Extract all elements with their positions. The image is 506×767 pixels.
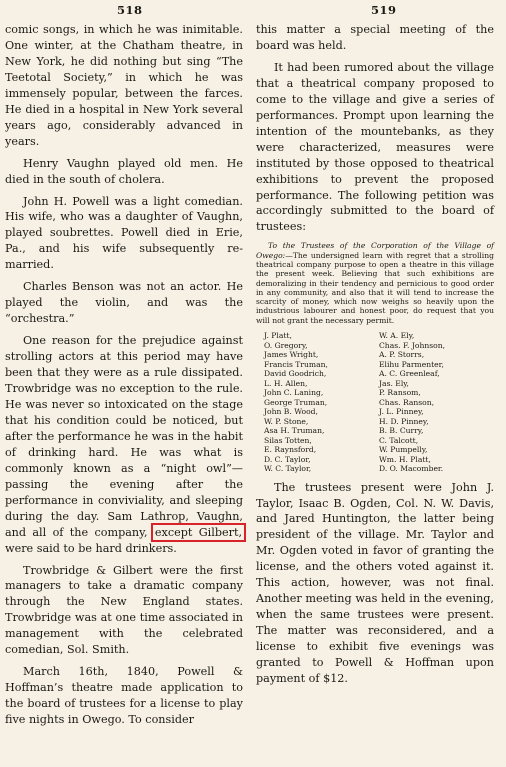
signer-name: H. D. Pinney, — [379, 416, 429, 426]
signer-name: John B. Wood, — [264, 407, 318, 417]
signer-name: David Goodrich, — [264, 369, 327, 379]
signer-name: A. P. Storrs, — [379, 350, 425, 360]
signer-name: Chas. F. Johnson, — [379, 340, 446, 350]
signer-name: Asa H. Truman, — [264, 426, 325, 436]
signer-name: B. B. Curry, — [379, 426, 424, 436]
paragraph: this matter a special meeting of the board was held. — [256, 23, 494, 52]
paragraph: March 16th, 1840, Powell & Hoffman’s theatre made application to the board of trustees for a license to play five nights in Owego. To consider — [5, 665, 243, 727]
paragraph: comic songs, in which he was inimitable. One winter, at the Chatham theatre, in New York, he did nothing but sing “The Teetotal Society,” in which he was immensely popular, between the farces. He died in a hospital in New York several years ago, considerably advanced in years. — [5, 23, 243, 148]
signer-name: C. Talcott, — [379, 435, 419, 445]
signer-name: Chas. Ranson, — [379, 397, 435, 407]
signer-name: L. H. Allen, — [264, 378, 308, 388]
left-column — [5, 22, 243, 734]
signers-list — [256, 331, 494, 474]
paragraph: Trowbridge & Gilbert were the first managers to take a dramatic company through the New England states. Trowbridge was at one time associated in management with the celebrated comedian, Sol. Smith. — [5, 563, 243, 657]
signer-name: Jas. Ely, — [379, 378, 409, 388]
text-run: were said to be hard drinkers. — [5, 541, 177, 555]
signer-name: O. Gregory, — [264, 340, 308, 350]
signer-name: W. P. Stone, — [264, 416, 309, 426]
signer-name: Silas Totten, — [264, 435, 312, 445]
petition-body: —The undersigned learn with regret that a strolling theatrical company purpose to open a theatre in this village the present week. Believing that such exhibitions are demoralizing in their tendency and pernicious to good order in any community, and also that it will tend to increase the scarcity of money, which now weighs so heavily upon the industrious labourer and honest poor, do request that you will not grant the necessary permit. — [256, 250, 494, 325]
signer-name: George Truman, — [264, 397, 328, 407]
signer-name: Wm. H. Platt, — [379, 454, 431, 464]
signer-name: James Wright, — [264, 350, 319, 360]
signer-name: J. Platt, — [264, 331, 292, 341]
page-number-right: 519 — [371, 3, 397, 17]
signer-name: W. A. Ely, — [379, 331, 415, 341]
petition-text — [256, 241, 494, 325]
signer-name: J. L. Pinney, — [379, 407, 424, 417]
signer-name: John C. Laning, — [264, 388, 324, 398]
paragraph: Henry Vaughn played old men. He died in the south of cholera. — [5, 156, 243, 186]
signer-name: E. Raynsford, — [264, 445, 317, 455]
signer-name: D. O. Macomber. — [379, 464, 444, 474]
text-run: One reason for the prejudice against strolling actors at this period may have been that they were as a rule dissipated. Trowbridge was no exception to the rule. He was never so intoxicated on the stage that his condition could be noticed, but after the performance he was in the habit of drinking hard. He was what is commonly known as a “night owl”—passing the evening after the performance in conviviality, and sleeping during the day. Sam Lathrop, Vaughn, and all of the company, — [5, 334, 243, 539]
highlighted-phrase: except Gilbert, — [154, 525, 242, 539]
paragraph: Charles Benson was not an actor. He played the violin, and was the “orchestra.” — [5, 280, 243, 326]
right-column — [256, 22, 494, 693]
signer-name: A. C. Greenleaf, — [379, 369, 440, 379]
signer-name: P. Ransom, — [379, 388, 421, 398]
paragraph — [5, 333, 243, 556]
signer-name: Francis Truman, — [264, 359, 328, 369]
signer-name: W. Pumpelly, — [379, 445, 428, 455]
paragraph: John H. Powell was a light comedian. His wife, who was a daughter of Vaughn, played soubrettes. Powell died in Erie, Pa., and his wife subsequently re-married. — [5, 194, 243, 272]
signer-name: Elihu Parmenter, — [379, 359, 444, 369]
signer-name: W. C. Taylor, — [264, 464, 312, 474]
petition-address: To the Trustees of the Corporation of the Village of Owego: — [256, 241, 494, 260]
page-number-left: 518 — [117, 3, 143, 17]
paragraph: The trustees present were John J. Taylor, Isaac B. Ogden, Col. N. W. Davis, and Jared Huntington, the latter being president of the village. Mr. Taylor and Mr. Ogden voted in favor of granting the license, and the others voted against it. This action, however, was not final. Another meeting was held in the evening, when the same trustees were present. The matter was reconsidered, and a license to exhibit five evenings was granted to Powell & Hoffman upon payment of $12. — [256, 480, 494, 685]
paragraph: It had been rumored about the village that a theatrical company proposed to come to the village and give a series of performances. Prompt upon learning the intention of the mountebanks, as they were characterized, measures were instituted by those opposed to theatrical exhibitions to prevent the proposed performance. The following petition was accordingly submitted to the board of trustees: — [256, 60, 494, 234]
signer-name: D. C. Taylor, — [264, 454, 311, 464]
